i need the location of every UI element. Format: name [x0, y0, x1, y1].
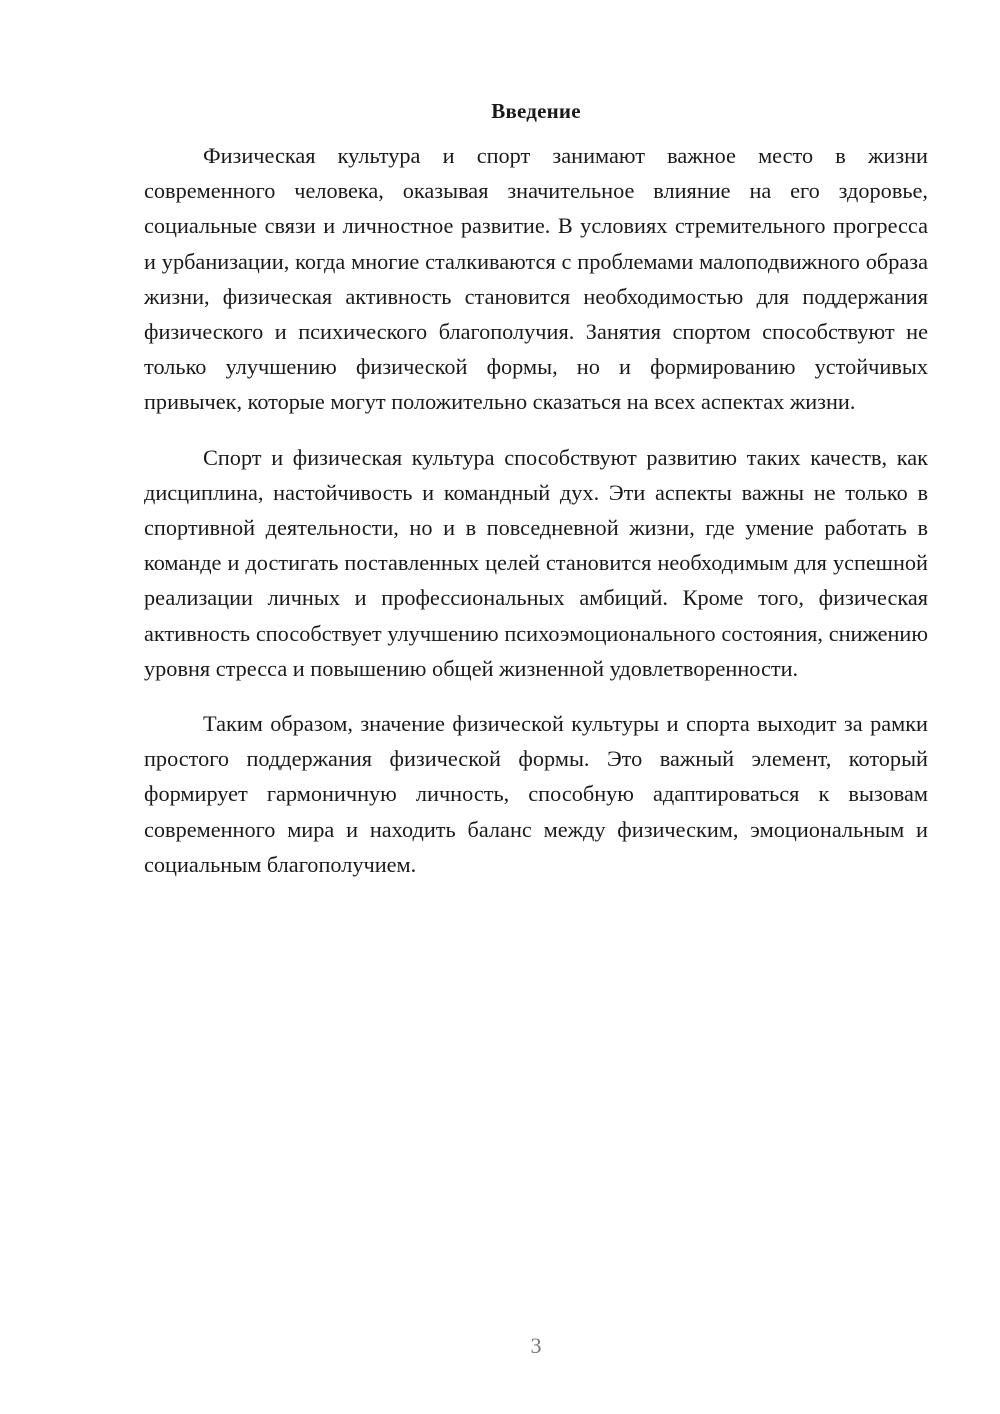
page-content	[144, 96, 928, 902]
paragraph-3: Таким образом, значение физической культуры и спорта выходит за рамки простого поддержания физической формы. Это важный элемент, который формирует гармоничную личность, способную адаптироваться к вызовам современного мира и находить баланс между физическим, эмоциональным и социальным благополучием.	[144, 711, 928, 877]
section-heading: Введение	[491, 99, 581, 123]
page-number: 3	[530, 1333, 542, 1358]
paragraph-1: Физическая культура и спорт занимают важное место в жизни современного человека, оказывая значительное влияние на его здоровье, социальные связи и личностное развитие. В условиях стремительного прогресса и урбанизации, когда многие сталкиваются с проблемами малоподвижного образа жизни, физическая активность становится необходимостью для поддержания физического и психического благополучия. Занятия спортом способствуют не только улучшению физической формы, но и формированию устойчивых привычек, которые могут положительно сказаться на всех аспектах жизни.	[144, 143, 928, 415]
paragraph-2: Спорт и физическая культура способствуют развитию таких качеств, как дисциплина, настойчивость и командный дух. Эти аспекты важны не только в спортивной деятельности, но и в повседневной жизни, где умение работать в команде и достигать поставленных целей становится необходимым для успешной реализации личных и профессиональных амбиций. Кроме того, физическая активность способствует улучшению психоэмоционального состояния, снижению уровня стресса и повышению общей жизненной удовлетворенности.	[144, 444, 928, 681]
